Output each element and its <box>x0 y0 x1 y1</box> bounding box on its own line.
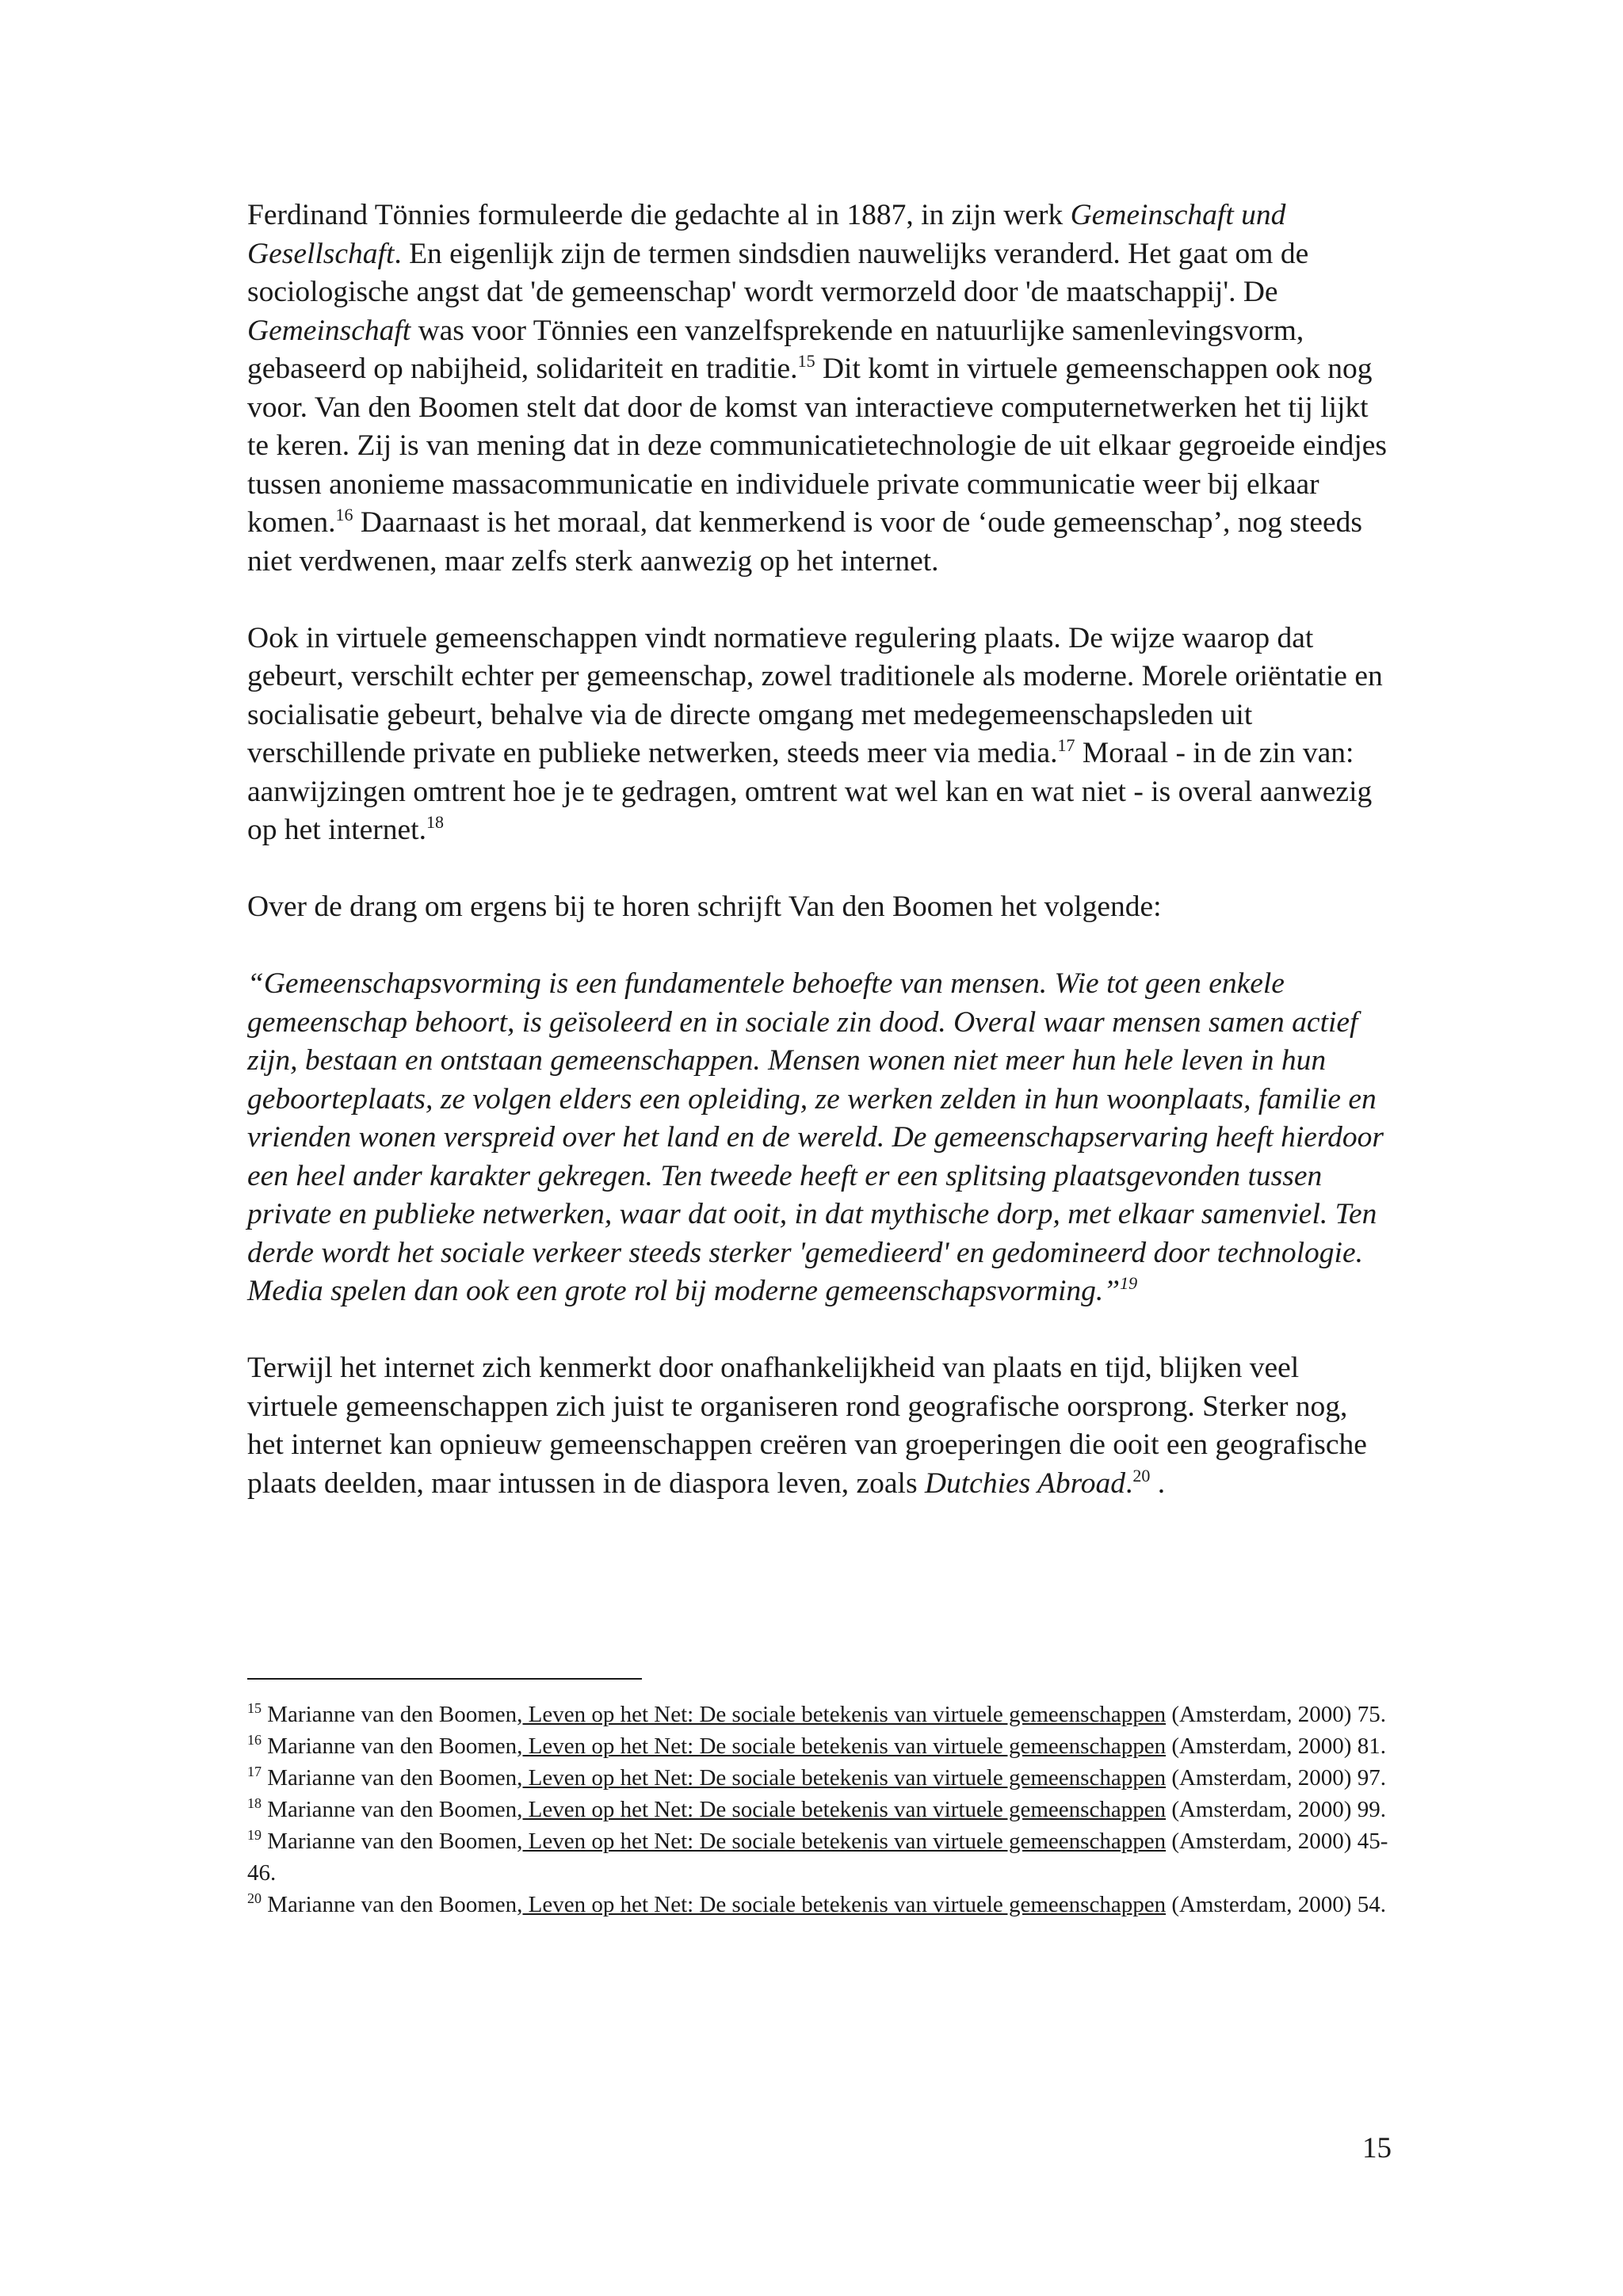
footnote-number: 20 <box>247 1890 262 1906</box>
footnote-source: (Amsterdam, 2000) 45-46. <box>247 1829 1388 1886</box>
paragraph-geografie <box>247 1349 1388 1503</box>
footnote-author: Marianne van den Boomen <box>262 1702 517 1727</box>
footnote-source: (Amsterdam, 2000) 99. <box>1166 1797 1386 1822</box>
footnote-19 <box>247 1825 1388 1889</box>
footnote-ref-18: 18 <box>426 812 444 832</box>
paragraph-drang <box>247 888 1388 927</box>
footnote-number: 16 <box>247 1732 262 1748</box>
footnote-ref-20: 20 <box>1132 1465 1151 1486</box>
footnote-source: (Amsterdam, 2000) 54. <box>1166 1892 1386 1917</box>
footnote-17 <box>247 1762 1388 1794</box>
footnote-20 <box>247 1889 1388 1920</box>
footnote-number: 18 <box>247 1795 262 1811</box>
text-span: Moraal - in de zin van: aanwijzingen omtrent hoe je te gedragen, omtrent wat wel kan en wat niet - is overal aanwezig op het internet. <box>247 737 1373 846</box>
document-body <box>247 196 1388 1503</box>
text-span: . <box>1150 1466 1166 1500</box>
text-span: Terwijl het internet zich kenmerkt door onafhankelijkheid van plaats en tijd, blijken veel virtuele gemeenschappen zich juist te organiseren rond geografische oorsprong. Sterker nog, het internet kan opnieuw gemeenschappen creëren van groeperingen die ooit een geografische plaats deelden, maar intussen in de diaspora leven, zoals <box>247 1352 1367 1500</box>
footnote-source: (Amsterdam, 2000) 75. <box>1166 1702 1386 1727</box>
footnote-author: Marianne van den Boomen <box>262 1765 517 1791</box>
text-span: Ferdinand Tönnies formuleerde die gedachte al in 1887, in zijn werk <box>247 199 1071 231</box>
footnote-source: (Amsterdam, 2000) 97. <box>1166 1765 1386 1791</box>
community-name: Dutchies Abroad <box>924 1466 1126 1500</box>
page-number: 15 <box>1362 2132 1392 2164</box>
footnote-15 <box>247 1699 1388 1730</box>
quote-text: “Gemeenschapsvorming is een fundamentele behoefte van mensen. Wie tot geen enkele gemeenschap behoort, is geïsoleerd en in sociale zin dood. Overal waar mensen samen actief zijn, bestaan en ontstaan gemeenschappen. Mensen wonen niet meer hun hele leven in hun geboorteplaats, ze volgen elders een opleiding, ze werken zelden in hun woonplaats, familie en vrienden wonen verspreid over het land en de wereld. De gemeenschapservaring heeft hierdoor een heel ander karakter gekregen. Ten tweede heeft er een splitsing plaatsgevonden tussen private en publieke netwerken, waar dat ooit, in dat mythische dorp, met elkaar samenviel. Ten derde wordt het sociale verkeer steeds sterker 'gemedieerd' en gedomineerd door technologie. Media spelen dan ook een grote rol bij moderne gemeenschapsvorming.” <box>247 967 1384 1307</box>
text-span: Over de drang om ergens bij te horen schrijft Van den Boomen het volgende: <box>247 891 1162 923</box>
footnote-title: , Leven op het Net: De sociale betekenis van virtuele gemeenschappen <box>517 1829 1167 1854</box>
paragraph-regulering <box>247 620 1388 850</box>
footnote-title: , Leven op het Net: De sociale betekenis van virtuele gemeenschappen <box>517 1797 1167 1822</box>
footnotes <box>247 1699 1388 1920</box>
footnote-title: , Leven op het Net: De sociale betekenis van virtuele gemeenschappen <box>517 1892 1167 1917</box>
term-gemeinschaft: Gemeinschaft <box>247 314 411 347</box>
text-span: . <box>1125 1466 1133 1500</box>
footnote-ref-17: 17 <box>1057 735 1075 755</box>
text-span: Dit komt in virtuele gemeenschappen ook nog voor. Van den Boomen stelt dat door de komst van interactieve computernetwerken het tij lijkt te keren. Zij is van mening dat in deze communicatietechnologie de uit elkaar gegroeide eindjes tussen anonieme massacommunicatie en individuele private communicatie weer bij elkaar komen. <box>247 353 1388 539</box>
footnote-ref-15: 15 <box>797 351 815 371</box>
footnote-16 <box>247 1730 1388 1762</box>
footnote-number: 15 <box>247 1700 262 1716</box>
footnote-ref-19: 19 <box>1120 1273 1138 1293</box>
text-span: Ook in virtuele gemeenschappen vindt normatieve regulering plaats. De wijze waarop dat gebeurt, verschilt echter per gemeenschap, zowel traditionele als moderne. Morele oriëntatie en socialisatie gebeurt, behalve via de directe omgang met medegemeenschapsleden uit verschillende private en publieke netwerken, steeds meer via media. <box>247 621 1383 769</box>
footnote-title: , Leven op het Net: De sociale betekenis van virtuele gemeenschappen <box>517 1765 1167 1791</box>
footnote-ref-16: 16 <box>335 505 353 524</box>
footnote-author: Marianne van den Boomen <box>262 1733 517 1759</box>
paragraph-tonnies <box>247 196 1388 581</box>
text-span: was voor Tönnies een vanzelfsprekende en natuurlijke samenlevingsvorm, gebaseerd op nabijheid, solidariteit en traditie. <box>247 314 1304 385</box>
block-quote <box>247 965 1388 1311</box>
footnote-source: (Amsterdam, 2000) 81. <box>1166 1733 1386 1759</box>
footnote-18 <box>247 1794 1388 1825</box>
footnote-separator <box>247 1678 642 1680</box>
text-span: Daarnaast is het moraal, dat kenmerkend is voor de ‘oude gemeenschap’, nog steeds niet verdwenen, maar zelfs sterk aanwezig op het internet. <box>247 506 1362 578</box>
text-span: . En eigenlijk zijn de termen sindsdien nauwelijks veranderd. Het gaat om de sociologische angst dat 'de gemeenschap' wordt vermorzeld door 'de maatschappij'. De <box>247 237 1309 308</box>
footnote-number: 17 <box>247 1764 262 1779</box>
work-title: Gemeinschaft und Gesellschaft <box>247 199 1286 270</box>
footnote-author: Marianne van den Boomen <box>262 1892 517 1917</box>
footnote-title: , Leven op het Net: De sociale betekenis van virtuele gemeenschappen <box>517 1733 1167 1759</box>
footnote-number: 19 <box>247 1827 262 1843</box>
footnote-author: Marianne van den Boomen <box>262 1797 517 1822</box>
footnote-title: , Leven op het Net: De sociale betekenis van virtuele gemeenschappen <box>517 1702 1167 1727</box>
footnote-author: Marianne van den Boomen <box>262 1829 517 1854</box>
